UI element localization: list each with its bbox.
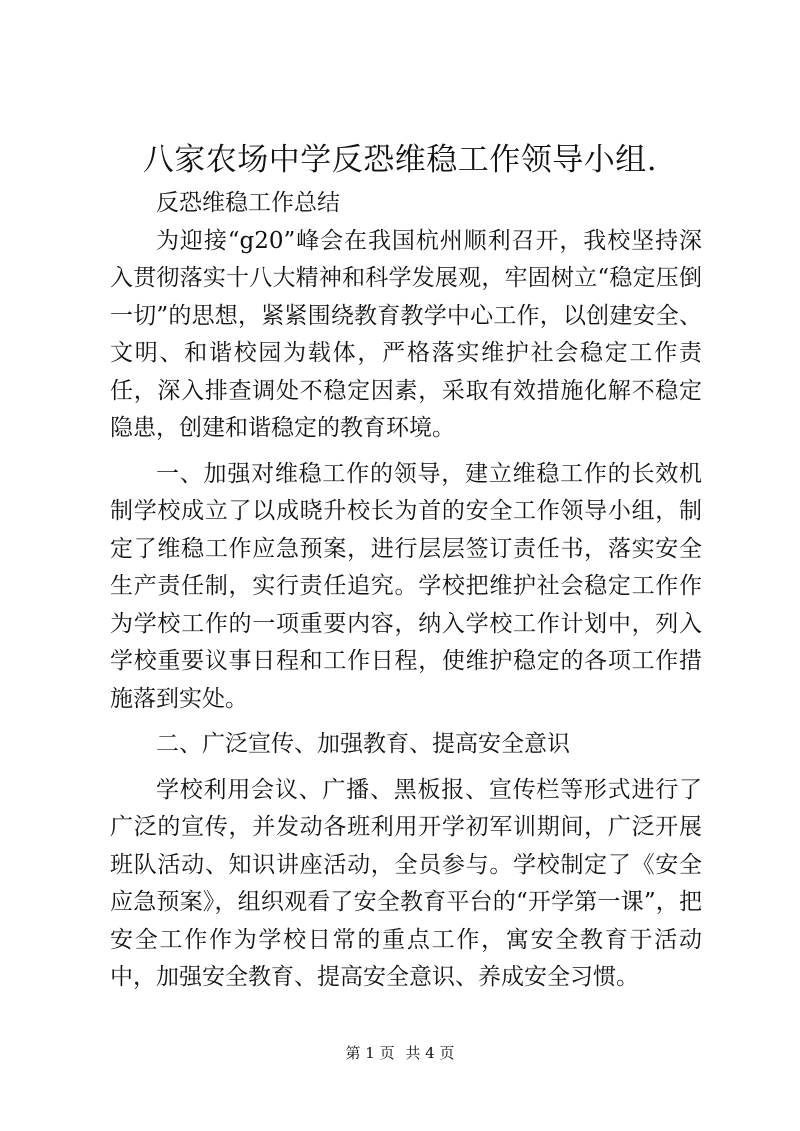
document-title: 八家农场中学反恐维稳工作领导小组. xyxy=(142,142,658,178)
section-two-heading: 二、广泛宣传、加强教育、提高安全意识 xyxy=(156,731,570,757)
document-body xyxy=(110,185,702,997)
subtitle-paragraph: 反恐维稳工作总结 xyxy=(156,190,340,216)
body-paragraph-section-one: 一、加强对维稳工作的领导，建立维稳工作的长效机制学校成立了以成晓升校长为首的安全工作领导小组，制定了维稳工作应急预案，进行层层签订责任书，落实安全生产责任制，实行责任追究。学校把维护社会稳定工作作为学校工作的一项重要内容，纳入学校工作计划中，列入学校重要议事日程和工作日程，使维护稳定的各项工作措施落到实处。 xyxy=(110,460,702,712)
page-number: 第 1 页 xyxy=(345,1044,395,1062)
body-paragraph-intro: 为迎接“g20”峰会在我国杭州顺利召开，我校坚持深入贯彻落实十八大精神和科学发展观，牢固树立“稳定压倒一切”的思想，紧紧围绕教育教学中心工作，以创建安全、文明、和谐校园为载体，严格落实维护社会稳定工作责任，深入排查调处不稳定因素，采取有效措施化解不稳定隐患，创建和谐稳定的教育环境。 xyxy=(110,227,702,441)
body-paragraph-section-two: 学校利用会议、广播、黑板报、宣传栏等形式进行了广泛的宣传，并发动各班利用开学初军训期间，广泛开展班队活动、知识讲座活动，全员参与。学校制定了《安全应急预案》，组织观看了安全教育平台的“开学第一课”，把安全工作作为学校日常的重点工作，寓安全教育于活动中，加强安全教育、提高安全意识、养成安全习惯。 xyxy=(110,776,702,990)
total-pages: 共 4 页 xyxy=(405,1044,455,1062)
page-footer xyxy=(0,1043,800,1063)
